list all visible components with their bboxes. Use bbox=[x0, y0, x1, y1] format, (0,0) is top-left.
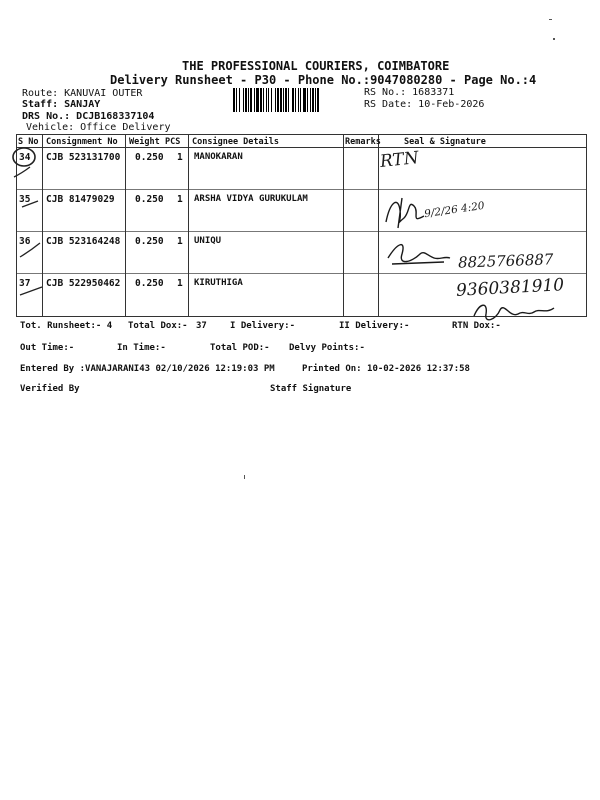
drs-number: DRS No.: DCJB168337104 bbox=[22, 111, 155, 122]
barcode-bar bbox=[268, 88, 269, 112]
delvy-points: Delvy Points:- bbox=[289, 343, 365, 353]
row-divider bbox=[16, 231, 587, 232]
barcode-bar bbox=[275, 88, 276, 112]
col-header-remarks: Remarks bbox=[345, 137, 381, 147]
row-consignment: CJB 523164248 bbox=[46, 236, 121, 247]
row-consignee: UNIQU bbox=[194, 236, 222, 246]
rs-number: RS No.: 1683371 bbox=[364, 87, 455, 98]
barcode-bar bbox=[245, 88, 247, 112]
vehicle-label: Vehicle: Office Delivery bbox=[26, 122, 171, 133]
signature-date: 9/2/26 4:20 bbox=[423, 199, 486, 221]
barcode-bar bbox=[312, 88, 314, 112]
barcode-bar bbox=[236, 88, 237, 112]
col-border bbox=[188, 134, 189, 316]
barcode bbox=[233, 88, 361, 112]
barcode-bar bbox=[310, 88, 311, 112]
row-pcs: 1 bbox=[177, 152, 183, 163]
barcode-bar bbox=[233, 88, 235, 112]
barcode-bar bbox=[303, 88, 306, 112]
rtn-dox: RTN Dox:- bbox=[452, 321, 501, 331]
row-sno: 35 bbox=[19, 194, 31, 205]
runsheet-subtitle: Delivery Runsheet - P30 - Phone No.:9047080280 - Page No.:4 bbox=[110, 73, 537, 87]
barcode-bar bbox=[295, 88, 296, 112]
route-label: Route: KANUVAI OUTER bbox=[22, 88, 143, 99]
row-consignment: CJB 523131700 bbox=[46, 152, 121, 163]
col-header-signature: Seal & Signature bbox=[404, 137, 486, 147]
barcode-bar bbox=[266, 88, 267, 112]
row-sno: 36 bbox=[19, 236, 31, 247]
row-consignment: CJB 522950462 bbox=[46, 278, 121, 289]
barcode-bar bbox=[260, 88, 262, 112]
table-header-border bbox=[16, 147, 587, 148]
staff-signature: Staff Signature bbox=[270, 384, 352, 394]
total-dox-label: Total Dox:- bbox=[128, 321, 188, 331]
total-pod: Total POD:- bbox=[210, 343, 270, 353]
out-time: Out Time:- bbox=[20, 343, 75, 353]
barcode-bar bbox=[239, 88, 240, 112]
row-pcs: 1 bbox=[177, 236, 183, 247]
barcode-bar bbox=[248, 88, 249, 112]
col-header-pcs: PCS bbox=[165, 137, 181, 147]
ii-delivery: II Delivery:- bbox=[339, 321, 410, 331]
company-title: THE PROFESSIONAL COURIERS, COIMBATORE bbox=[182, 59, 450, 73]
row-sno: 37 bbox=[19, 278, 31, 289]
row-consignment: CJB 81479029 bbox=[46, 194, 115, 205]
row-consignee: KIRUTHIGA bbox=[194, 278, 243, 288]
col-header-consignment: Consignment No bbox=[46, 137, 118, 147]
barcode-bar bbox=[277, 88, 279, 112]
row-weight: 0.250 bbox=[135, 236, 164, 247]
col-border bbox=[586, 134, 587, 316]
table-top-border bbox=[16, 134, 587, 135]
barcode-bar bbox=[256, 88, 259, 112]
row-pcs: 1 bbox=[177, 278, 183, 289]
handwritten-sno-marks bbox=[8, 145, 48, 305]
barcode-bar bbox=[271, 88, 272, 112]
col-border bbox=[125, 134, 126, 316]
signature-phone: 9360381910 bbox=[455, 275, 565, 301]
in-time: In Time:- bbox=[117, 343, 166, 353]
barcode-bar bbox=[300, 88, 301, 112]
signature-rtn: RTN bbox=[379, 148, 420, 172]
barcode-bar bbox=[250, 88, 252, 112]
barcode-bar bbox=[283, 88, 284, 112]
col-header-weight: Weight bbox=[129, 137, 160, 147]
row-weight: 0.250 bbox=[135, 194, 164, 205]
barcode-bar bbox=[317, 88, 319, 112]
col-border bbox=[343, 134, 344, 316]
row-divider bbox=[16, 273, 587, 274]
barcode-bar bbox=[307, 88, 308, 112]
printed-on: Printed On: 10-02-2026 12:37:58 bbox=[302, 364, 470, 374]
col-header-sno: S No bbox=[18, 137, 39, 147]
signature-scribble bbox=[384, 236, 454, 272]
scan-speck bbox=[549, 19, 552, 20]
scan-speck bbox=[244, 475, 245, 479]
signature-phone: 8825766887 bbox=[457, 250, 554, 272]
row-consignee: MANOKARAN bbox=[194, 152, 243, 162]
row-divider bbox=[16, 189, 587, 190]
barcode-bar bbox=[280, 88, 282, 112]
row-sno: 34 bbox=[19, 152, 31, 163]
i-delivery: I Delivery:- bbox=[230, 321, 296, 331]
scan-speck bbox=[553, 38, 555, 40]
entered-by: Entered By :VANAJARANI43 02/10/2026 12:19:03 PM bbox=[20, 364, 275, 374]
verified-by: Verified By bbox=[20, 384, 80, 394]
barcode-bar bbox=[292, 88, 294, 112]
row-pcs: 1 bbox=[177, 194, 183, 205]
barcode-bar bbox=[315, 88, 316, 112]
row-consignee: ARSHA VIDYA GURUKULAM bbox=[194, 194, 308, 204]
barcode-bar bbox=[243, 88, 244, 112]
barcode-bar bbox=[298, 88, 299, 112]
row-weight: 0.250 bbox=[135, 152, 164, 163]
barcode-bar bbox=[285, 88, 287, 112]
rs-date: RS Date: 10-Feb-2026 bbox=[364, 99, 485, 110]
col-border bbox=[378, 134, 379, 316]
row-weight: 0.250 bbox=[135, 278, 164, 289]
barcode-bar bbox=[288, 88, 289, 112]
col-header-consignee: Consignee Details bbox=[192, 137, 279, 147]
barcode-bar bbox=[263, 88, 264, 112]
staff-label: Staff: SANJAY bbox=[22, 99, 101, 110]
total-dox-value: 37 bbox=[196, 321, 207, 331]
tot-runsheet: Tot. Runsheet:- 4 bbox=[20, 321, 113, 331]
barcode-bar bbox=[254, 88, 255, 112]
